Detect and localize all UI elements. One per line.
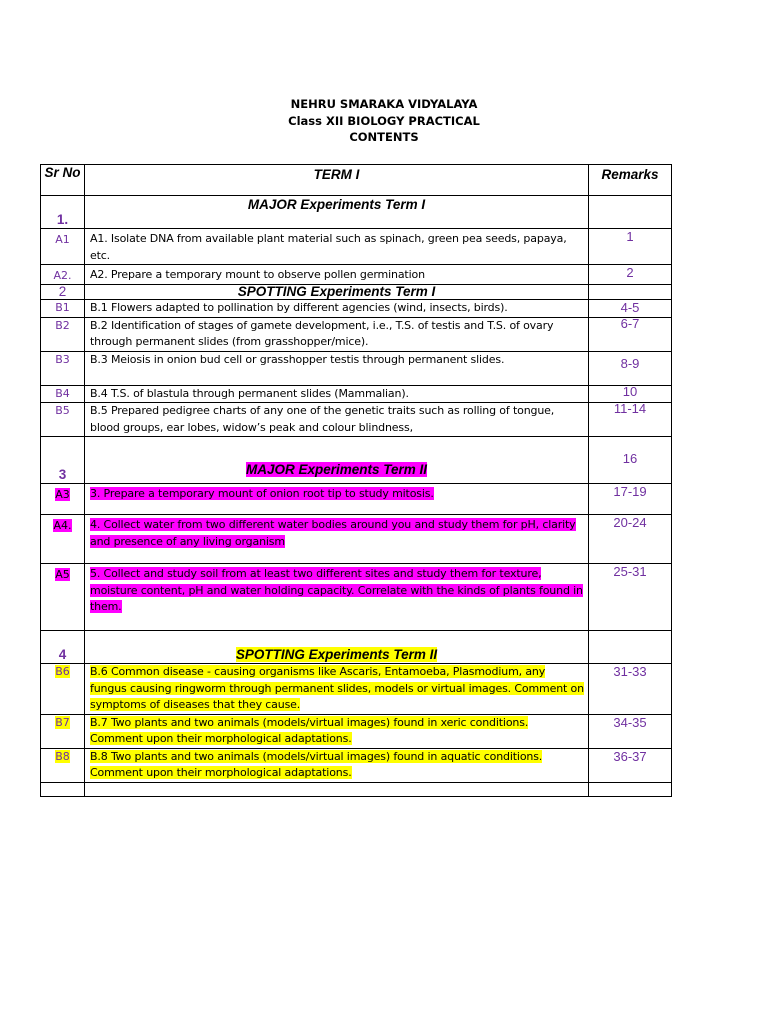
section-remark (589, 631, 672, 664)
row-remark: 11-14 (589, 403, 672, 437)
row-sr: B1 (41, 300, 85, 318)
row-sr: B7 (41, 714, 85, 748)
table-header-row (41, 165, 672, 196)
row-sr: A5 (41, 564, 85, 631)
row-desc: 4. Collect water from two different water bodies around you and study them for pH, clarity and presence of any living organism (85, 515, 589, 564)
row-remark: 6-7 (589, 317, 672, 351)
empty-cell (589, 782, 672, 796)
row-remark: 20-24 (589, 515, 672, 564)
section-title (85, 631, 589, 664)
empty-cell (85, 782, 589, 796)
section-title (85, 437, 589, 484)
table-row (41, 748, 672, 782)
table-row (41, 484, 672, 515)
row-remark: 1 (589, 229, 672, 265)
section-title-text: MAJOR Experiments Term II (245, 462, 428, 477)
section-title: MAJOR Experiments Term I (85, 196, 589, 229)
table-row (41, 300, 672, 318)
row-sr: B6 (41, 664, 85, 715)
section-remark: 16 (589, 437, 672, 484)
table-row (41, 515, 672, 564)
document-header (0, 96, 768, 146)
row-remark: 10 (589, 385, 672, 403)
section-row (41, 437, 672, 484)
col-header-remarks: Remarks (589, 165, 672, 196)
row-desc: B.5 Prepared pedigree charts of any one of the genetic traits such as rolling of tongue, blood groups, ear lobes, widow’s peak and colour blindness, (85, 403, 589, 437)
row-desc: A2. Prepare a temporary mount to observe pollen germination (85, 265, 589, 285)
row-sr: B3 (41, 351, 85, 385)
row-desc: B.6 Common disease - causing organisms like Ascaris, Entamoeba, Plasmodium, any fungus causing ringworm through permanent slides, models or virtual images. Comment on symptoms of diseases that they cause. (85, 664, 589, 715)
table-row (41, 229, 672, 265)
table-row (41, 385, 672, 403)
empty-row (41, 782, 672, 796)
col-header-sr: Sr No (41, 165, 85, 196)
section-remark (589, 285, 672, 300)
empty-cell (41, 782, 85, 796)
row-remark: 2 (589, 265, 672, 285)
row-sr: A1 (41, 229, 85, 265)
row-desc: A1. Isolate DNA from available plant material such as spinach, green pea seeds, papaya, etc. (85, 229, 589, 265)
row-remark: 8-9 (589, 351, 672, 385)
table-row (41, 564, 672, 631)
section-title-text: SPOTTING Experiments Term II (235, 647, 438, 662)
table-row (41, 714, 672, 748)
row-sr: A4. (41, 515, 85, 564)
section-remark (589, 196, 672, 229)
row-sr: B4 (41, 385, 85, 403)
row-desc: B.2 Identification of stages of gamete development, i.e., T.S. of testis and T.S. of ovary through permanent slides (from grasshopper/mice). (85, 317, 589, 351)
row-desc: B.3 Meiosis in onion bud cell or grasshopper testis through permanent slides. (85, 351, 589, 385)
table-row (41, 265, 672, 285)
school-name: NEHRU SMARAKA VIDYALAYA (290, 97, 478, 111)
contents-table (40, 164, 672, 797)
row-desc: 3. Prepare a temporary mount of onion root tip to study mitosis. (85, 484, 589, 515)
row-desc: B.1 Flowers adapted to pollination by different agencies (wind, insects, birds). (85, 300, 589, 318)
subject-title: Class XII BIOLOGY PRACTICAL (288, 113, 480, 128)
table-row (41, 403, 672, 437)
row-desc: B.4 T.S. of blastula through permanent slides (Mammalian). (85, 385, 589, 403)
row-sr: B5 (41, 403, 85, 437)
section-row (41, 631, 672, 664)
section-number: 3 (41, 437, 85, 484)
table-row (41, 664, 672, 715)
table-row (41, 317, 672, 351)
row-desc: B.7 Two plants and two animals (models/virtual images) found in xeric conditions. Comment upon their morphological adaptations. (85, 714, 589, 748)
row-desc: 5. Collect and study soil from at least two different sites and study them for texture, moisture content, pH and water holding capacity. Correlate with the kinds of plants found in them. (85, 564, 589, 631)
contents-title: CONTENTS (349, 130, 419, 144)
section-title: SPOTTING Experiments Term I (85, 285, 589, 300)
row-remark: 31-33 (589, 664, 672, 715)
row-remark: 25-31 (589, 564, 672, 631)
row-sr: A3 (41, 484, 85, 515)
section-number: 1. (41, 196, 85, 229)
section-row (41, 196, 672, 229)
section-number: 4 (41, 631, 85, 664)
row-remark: 4-5 (589, 300, 672, 318)
table-row (41, 351, 672, 385)
row-remark: 36-37 (589, 748, 672, 782)
section-number: 2 (41, 285, 85, 300)
row-remark: 34-35 (589, 714, 672, 748)
row-sr: A2. (41, 265, 85, 285)
col-header-term: TERM I (85, 165, 589, 196)
row-sr: B2 (41, 317, 85, 351)
row-remark: 17-19 (589, 484, 672, 515)
row-sr: B8 (41, 748, 85, 782)
row-desc: B.8 Two plants and two animals (models/virtual images) found in aquatic conditions. Comment upon their morphological adaptations. (85, 748, 589, 782)
section-row (41, 285, 672, 300)
